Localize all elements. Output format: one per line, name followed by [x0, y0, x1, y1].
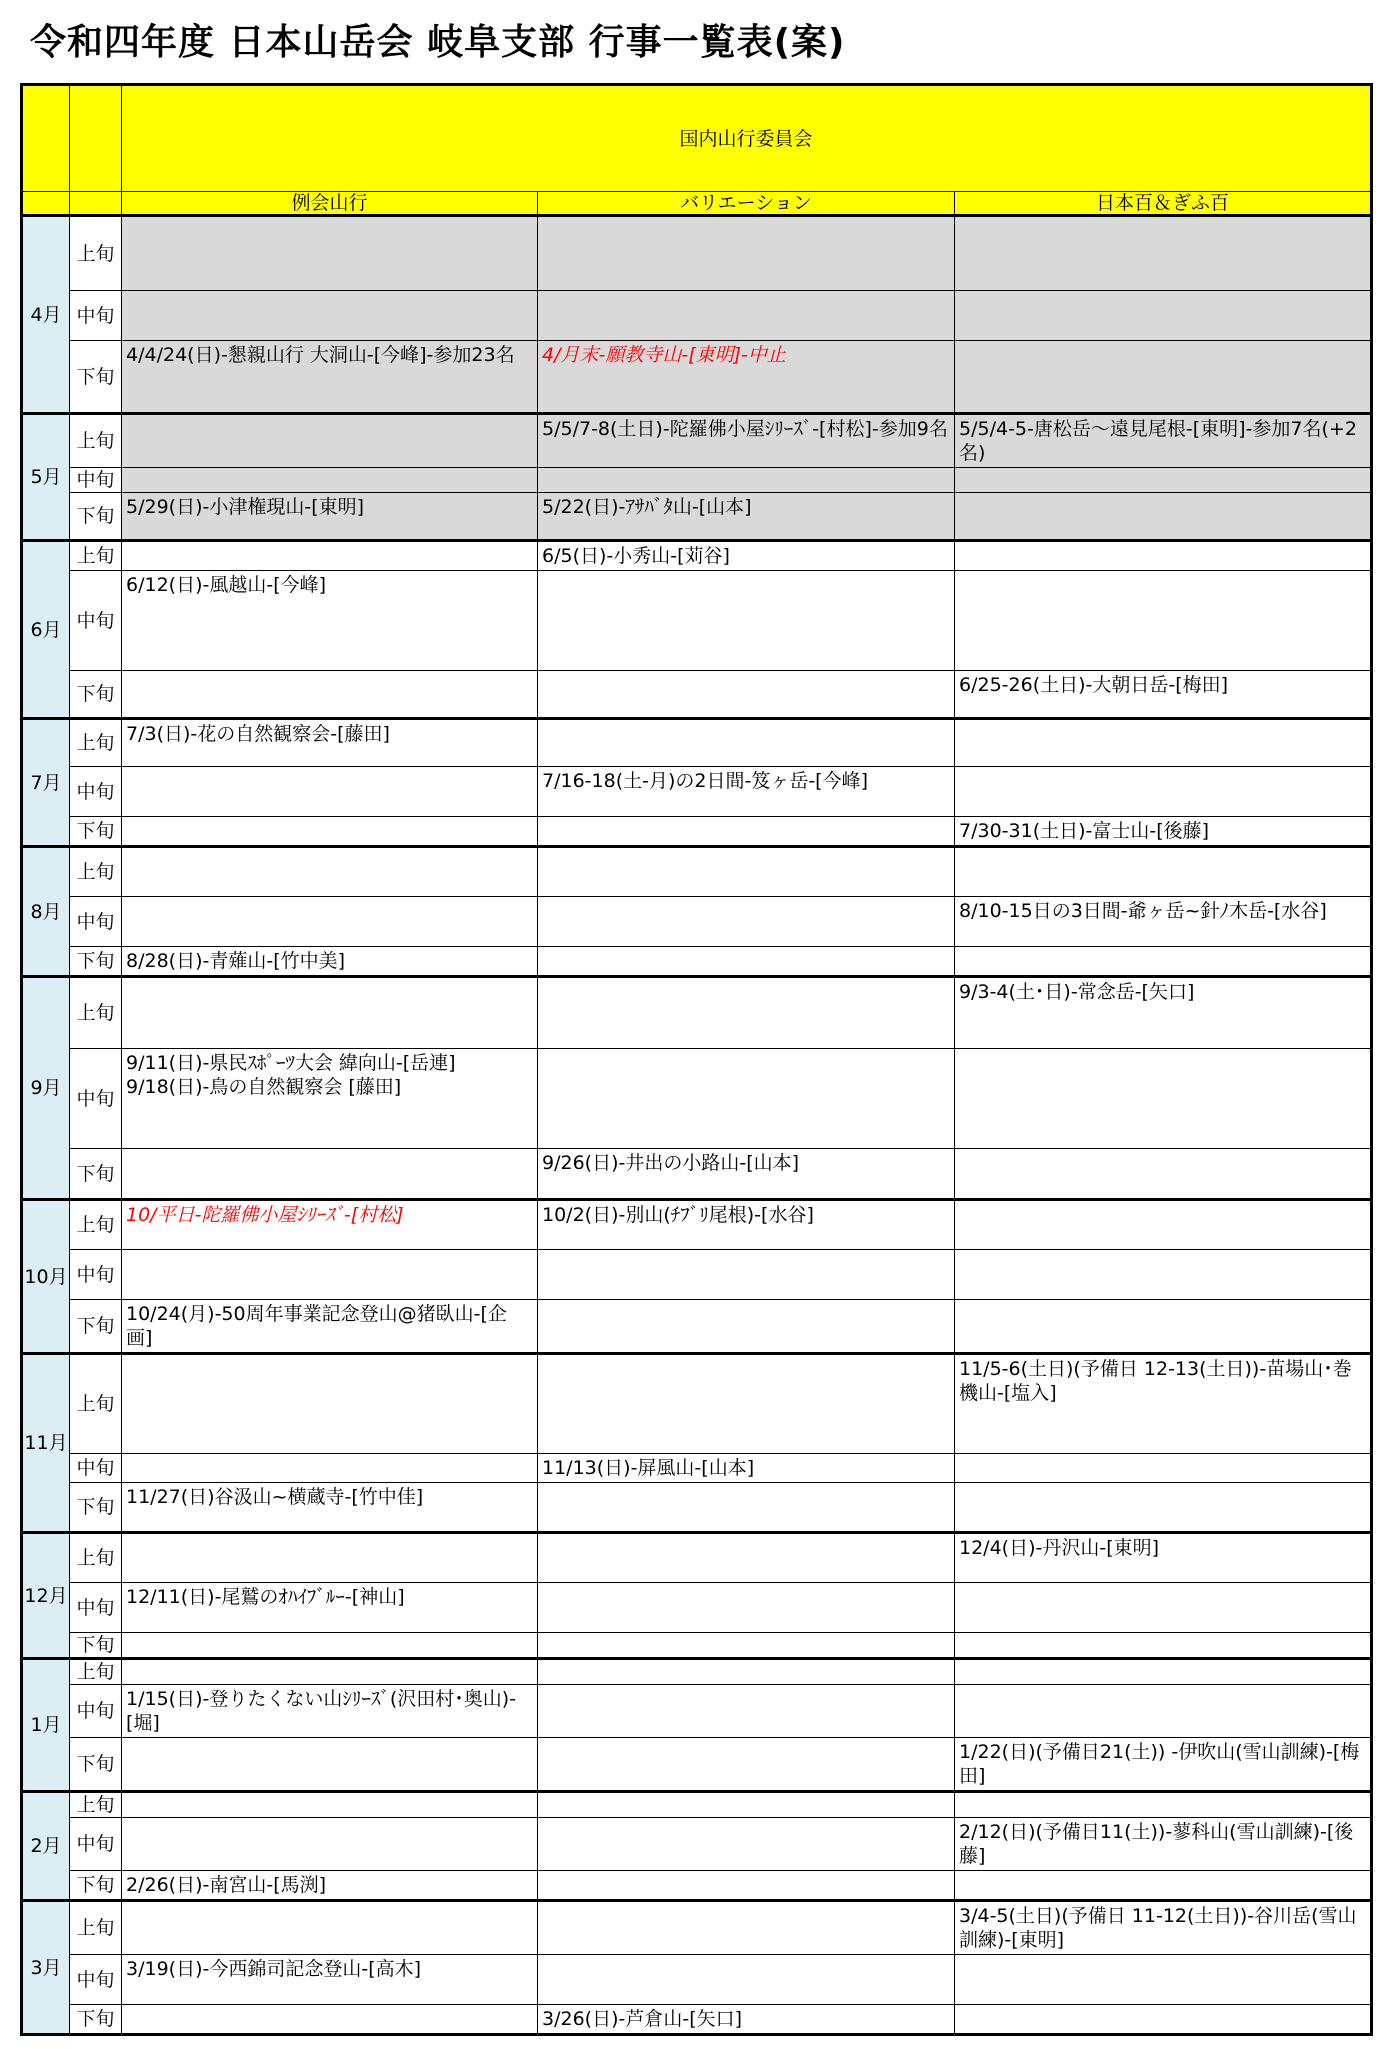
- event-cell: [538, 1300, 955, 1354]
- event-cell: [955, 2005, 1372, 2035]
- month-row: [22, 897, 1372, 947]
- event-cell: [122, 1792, 538, 1818]
- event-cell: [538, 1250, 955, 1300]
- period-label-late: 下旬: [70, 493, 122, 541]
- header-committee-row: [22, 85, 1372, 192]
- month-row: [22, 947, 1372, 977]
- event-cell: 6/25-26(土日)-大朝日岳-[梅田]: [955, 671, 1372, 719]
- event-cell: [955, 341, 1372, 414]
- month-row: [22, 1738, 1372, 1792]
- period-label-early: 上旬: [70, 414, 122, 468]
- event-cell: 3/26(日)-芦倉山-[矢口]: [538, 2005, 955, 2035]
- event-cell: [538, 1533, 955, 1583]
- period-label-mid: 中旬: [70, 571, 122, 671]
- event-cell: [955, 1483, 1372, 1533]
- event-cell: [955, 541, 1372, 571]
- period-label-late: 下旬: [70, 1633, 122, 1659]
- event-cell: [955, 1049, 1372, 1149]
- period-label-mid: 中旬: [70, 468, 122, 493]
- event-cell: [122, 847, 538, 897]
- event-cell: [955, 1871, 1372, 1901]
- month-row: [22, 1533, 1372, 1583]
- event-cell: [538, 1583, 955, 1633]
- event-cell: 1/22(日)(予備日21(土)) -伊吹山(雪山訓練)-[梅田]: [955, 1738, 1372, 1792]
- month-row: [22, 1792, 1372, 1818]
- period-label-mid: 中旬: [70, 1818, 122, 1871]
- month-row: [22, 1583, 1372, 1633]
- event-cell: [955, 1149, 1372, 1200]
- event-cell: [122, 767, 538, 817]
- event-cell: [122, 541, 538, 571]
- event-cell: [538, 291, 955, 341]
- month-row: [22, 1685, 1372, 1738]
- period-label-early: 上旬: [70, 1354, 122, 1454]
- month-row: [22, 1955, 1372, 2005]
- event-cell: 7/16-18(土-月)の2日間-笈ヶ岳-[今峰]: [538, 767, 955, 817]
- event-cell: 2/26(日)-南宮山-[馬渕]: [122, 1871, 538, 1901]
- event-cell: [122, 1454, 538, 1483]
- event-cell: [955, 571, 1372, 671]
- event-cell: [538, 817, 955, 847]
- period-label-late: 下旬: [70, 1871, 122, 1901]
- month-row: [22, 1149, 1372, 1200]
- event-cell: [122, 671, 538, 719]
- event-cell: [955, 1685, 1372, 1738]
- month-label: 4月: [22, 216, 70, 414]
- event-cell: [122, 1633, 538, 1659]
- event-cell: [955, 847, 1372, 897]
- event-cell: [955, 1200, 1372, 1250]
- month-label: 2月: [22, 1792, 70, 1901]
- event-cell: [538, 468, 955, 493]
- event-cell: 4/4/24(日)-懇親山行 大洞山-[今峰]-参加23名: [122, 341, 538, 414]
- month-row: [22, 977, 1372, 1049]
- event-cell: [955, 1583, 1372, 1633]
- event-cell: [122, 897, 538, 947]
- month-row: [22, 847, 1372, 897]
- event-cell: 12/4(日)-丹沢山-[東明]: [955, 1533, 1372, 1583]
- event-cell: 10/2(日)-別山(ﾁﾌﾞﾘ尾根)-[水谷]: [538, 1200, 955, 1250]
- event-cell: [538, 977, 955, 1049]
- event-cell: 7/3(日)-花の自然観察会-[藤田]: [122, 719, 538, 767]
- month-row: [22, 1659, 1372, 1685]
- month-row: [22, 671, 1372, 719]
- event-cell: 5/5/7-8(土日)-陀羅佛小屋ｼﾘｰｽﾞ-[村松]-参加9名: [538, 414, 955, 468]
- event-cell: [538, 719, 955, 767]
- event-cell: 7/30-31(土日)-富士山-[後藤]: [955, 817, 1372, 847]
- month-row: [22, 1250, 1372, 1300]
- period-label-mid: 中旬: [70, 1049, 122, 1149]
- event-cell: [538, 1354, 955, 1454]
- month-label: 6月: [22, 541, 70, 719]
- event-cell: [955, 1633, 1372, 1659]
- event-cell: 9/26(日)-井出の小路山-[山本]: [538, 1149, 955, 1200]
- event-cell: 12/11(日)-尾鷲のｵﾊｲﾌﾞﾙｰ-[神山]: [122, 1583, 538, 1633]
- header-blank-period: [70, 85, 122, 192]
- month-row: [22, 468, 1372, 493]
- event-cell: [122, 2005, 538, 2035]
- event-cell: [538, 897, 955, 947]
- period-label-late: 下旬: [70, 2005, 122, 2035]
- event-cell: [538, 1871, 955, 1901]
- committee-header: 国内山行委員会: [122, 85, 1372, 192]
- month-row: [22, 291, 1372, 341]
- page-title: 令和四年度 日本山岳会 岐阜支部 行事一覧表(案): [30, 22, 846, 63]
- event-cell: [955, 1250, 1372, 1300]
- period-label-early: 上旬: [70, 977, 122, 1049]
- month-row: [22, 1633, 1372, 1659]
- period-label-late: 下旬: [70, 947, 122, 977]
- event-cell: 11/5-6(土日)(予備日 12-13(土日))-苗場山･巻機山-[塩入]: [955, 1354, 1372, 1454]
- period-label-late: 下旬: [70, 1483, 122, 1533]
- event-cell: [122, 414, 538, 468]
- month-label: 8月: [22, 847, 70, 977]
- event-cell: [955, 767, 1372, 817]
- month-row: [22, 767, 1372, 817]
- period-label-early: 上旬: [70, 1533, 122, 1583]
- event-cell: [538, 1633, 955, 1659]
- event-cell: [538, 1818, 955, 1871]
- month-label: 11月: [22, 1354, 70, 1533]
- month-row: [22, 2005, 1372, 2035]
- month-row: [22, 1454, 1372, 1483]
- month-row: [22, 817, 1372, 847]
- event-cell: [955, 1300, 1372, 1354]
- event-cell: 3/4-5(土日)(予備日 11-12(土日))-谷川岳(雪山訓練)-[東明]: [955, 1901, 1372, 1955]
- event-cell: [955, 1792, 1372, 1818]
- event-cell: [538, 947, 955, 977]
- period-label-early: 上旬: [70, 1792, 122, 1818]
- event-cell: [122, 1738, 538, 1792]
- event-cell: [955, 468, 1372, 493]
- period-label-mid: 中旬: [70, 1955, 122, 2005]
- event-cell: 8/10-15日の3日間-爺ヶ岳~針ﾉ木岳-[水谷]: [955, 897, 1372, 947]
- period-label-late: 下旬: [70, 341, 122, 414]
- event-cell: 5/22(日)-ｱｻﾊﾞﾀ山-[山本]: [538, 493, 955, 541]
- period-label-mid: 中旬: [70, 1685, 122, 1738]
- period-label-early: 上旬: [70, 541, 122, 571]
- month-label: 10月: [22, 1200, 70, 1354]
- event-cell: [122, 1659, 538, 1685]
- event-cell: 10/24(月)-50周年事業記念登山@猪臥山-[企画]: [122, 1300, 538, 1354]
- period-label-mid: 中旬: [70, 291, 122, 341]
- period-label-mid: 中旬: [70, 897, 122, 947]
- month-label: 9月: [22, 977, 70, 1200]
- event-cell: [122, 1533, 538, 1583]
- period-label-early: 上旬: [70, 719, 122, 767]
- event-cell: 9/3-4(土･日)-常念岳-[矢口]: [955, 977, 1372, 1049]
- event-cell: [538, 847, 955, 897]
- event-cell: 5/29(日)-小津権現山-[東明]: [122, 493, 538, 541]
- header-blank-month: [22, 85, 70, 192]
- month-row: [22, 1300, 1372, 1354]
- month-row: [22, 541, 1372, 571]
- event-cell: [538, 1483, 955, 1533]
- event-cell: [955, 719, 1372, 767]
- event-cell: 11/13(日)-屏風山-[山本]: [538, 1454, 955, 1483]
- month-row: [22, 493, 1372, 541]
- month-label: 12月: [22, 1533, 70, 1659]
- header-blank-period-2: [70, 192, 122, 216]
- period-label-early: 上旬: [70, 847, 122, 897]
- month-label: 1月: [22, 1659, 70, 1792]
- period-label-late: 下旬: [70, 1738, 122, 1792]
- event-cell: [955, 947, 1372, 977]
- period-label-early: 上旬: [70, 1659, 122, 1685]
- event-cell: [538, 1659, 955, 1685]
- event-cell: [955, 1454, 1372, 1483]
- event-cell: [122, 291, 538, 341]
- month-label: 7月: [22, 719, 70, 847]
- event-cell: [122, 1901, 538, 1955]
- event-cell: 10/平日-陀羅佛小屋ｼﾘｰｽﾞ-[村松]: [122, 1200, 538, 1250]
- schedule-table: [20, 83, 1373, 2036]
- event-cell: [538, 571, 955, 671]
- event-cell: 2/12(日)(予備日11(土))-蓼科山(雪山訓練)-[後藤]: [955, 1818, 1372, 1871]
- event-cell: [955, 1955, 1372, 2005]
- month-row: [22, 1200, 1372, 1250]
- event-cell: 3/19(日)-今西錦司記念登山-[高木]: [122, 1955, 538, 2005]
- event-cell: [122, 817, 538, 847]
- event-cell: [122, 1354, 538, 1454]
- event-cell: 11/27(日)谷汲山~横蔵寺-[竹中佳]: [122, 1483, 538, 1533]
- month-row: [22, 1818, 1372, 1871]
- event-cell: [538, 1792, 955, 1818]
- event-cell: [122, 1818, 538, 1871]
- event-cell: [122, 1149, 538, 1200]
- period-label-late: 下旬: [70, 671, 122, 719]
- month-row: [22, 1354, 1372, 1454]
- event-cell: [955, 216, 1372, 291]
- event-cell: [122, 977, 538, 1049]
- event-cell: [538, 1685, 955, 1738]
- month-row: [22, 1049, 1372, 1149]
- month-row: [22, 341, 1372, 414]
- period-label-mid: 中旬: [70, 767, 122, 817]
- event-cell: 6/12(日)-風越山-[今峰]: [122, 571, 538, 671]
- event-cell: [538, 1901, 955, 1955]
- period-label-early: 上旬: [70, 1901, 122, 1955]
- month-row: [22, 1901, 1372, 1955]
- event-cell: 1/15(日)-登りたくない山ｼﾘｰｽﾞ(沢田村･奥山)-[堀]: [122, 1685, 538, 1738]
- header-blank-month-2: [22, 192, 70, 216]
- event-cell: [538, 1738, 955, 1792]
- event-cell: 9/11(日)-県民ｽﾎﾟｰﾂ大会 緯向山-[岳連] 9/18(日)-鳥の自然観察会 [藤田]: [122, 1049, 538, 1149]
- period-label-early: 上旬: [70, 1200, 122, 1250]
- period-label-late: 下旬: [70, 1300, 122, 1354]
- event-cell: [955, 291, 1372, 341]
- event-cell: 5/5/4-5-唐松岳～遠見尾根-[東明]-参加7名(+2名): [955, 414, 1372, 468]
- month-row: [22, 719, 1372, 767]
- event-cell: 6/5(日)-小秀山-[苅谷]: [538, 541, 955, 571]
- event-cell: [538, 1049, 955, 1149]
- column-header-variation: バリエーション: [538, 192, 955, 216]
- period-label-late: 下旬: [70, 1149, 122, 1200]
- month-row: [22, 414, 1372, 468]
- event-cell: [122, 1250, 538, 1300]
- event-cell: [955, 493, 1372, 541]
- column-header-regular: 例会山行: [122, 192, 538, 216]
- event-cell: [122, 216, 538, 291]
- month-row: [22, 1483, 1372, 1533]
- period-label-mid: 中旬: [70, 1250, 122, 1300]
- event-cell: [538, 671, 955, 719]
- event-cell: [538, 216, 955, 291]
- period-label-late: 下旬: [70, 817, 122, 847]
- event-cell: 8/28(日)-青薙山-[竹中美]: [122, 947, 538, 977]
- period-label-early: 上旬: [70, 216, 122, 291]
- event-cell: [955, 1659, 1372, 1685]
- month-row: [22, 216, 1372, 291]
- month-label: 3月: [22, 1901, 70, 2035]
- period-label-mid: 中旬: [70, 1454, 122, 1483]
- header-columns-row: [22, 192, 1372, 216]
- month-label: 5月: [22, 414, 70, 541]
- month-row: [22, 571, 1372, 671]
- event-cell: 4/月末-願教寺山-[東明]-中止: [538, 341, 955, 414]
- event-cell: [538, 1955, 955, 2005]
- column-header-hyakumeizan: 日本百＆ぎふ百: [955, 192, 1372, 216]
- event-cell: [122, 468, 538, 493]
- period-label-mid: 中旬: [70, 1583, 122, 1633]
- month-row: [22, 1871, 1372, 1901]
